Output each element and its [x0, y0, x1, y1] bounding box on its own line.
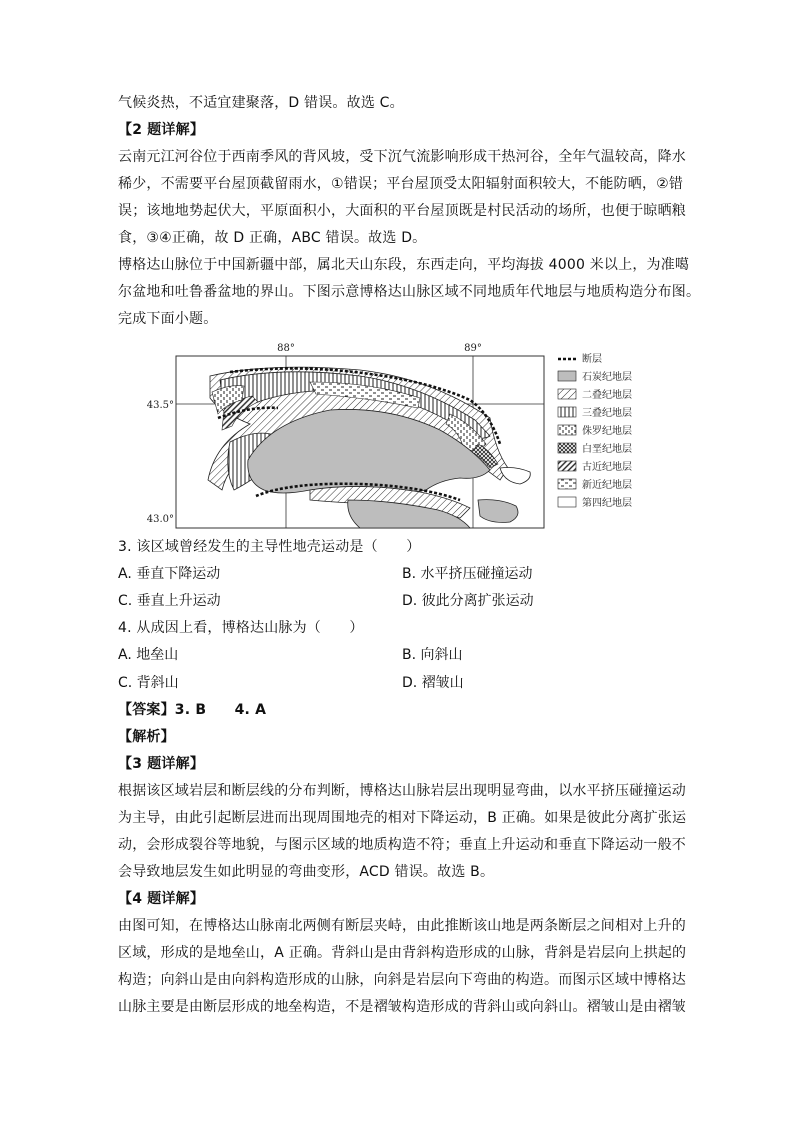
- text-line: 博格达山脉位于中国新疆中部，属北天山东段，东西走向，平均海拔 4000 米以上，为准噶: [118, 257, 690, 273]
- question-4-option-a: A. 地垒山: [118, 647, 179, 663]
- question-3-option-a: A. 垂直下降运动: [118, 566, 221, 582]
- legend-label: 第四纪地层: [582, 498, 632, 509]
- question-4-stem: 4. 从成因上看，博格达山脉为（ ）: [118, 620, 364, 636]
- map-legend: [558, 352, 632, 509]
- text-line: 根据该区域岩层和断层线的分布判断，博格达山脉岩层出现明显弯曲，以水平挤压碰撞运动: [118, 783, 686, 799]
- lat-label-43-5: 43.5°: [146, 400, 174, 411]
- text-line: 区域，形成的是地垒山，A 正确。背斜山是由背斜构造形成的山脉，背斜是岩层向上拱起的: [118, 945, 687, 961]
- geological-map-figure: [146, 340, 660, 535]
- question-3-option-d: D. 彼此分离扩张运动: [402, 593, 534, 609]
- legend-label: 断层: [582, 354, 602, 365]
- question-4-option-c: C. 背斜山: [118, 675, 179, 691]
- text-line: 构造；向斜山是由向斜构造形成的山脉，向斜是岩层向下弯曲的构造。而图示区域中博格达: [118, 972, 686, 988]
- legend-quaternary-swatch: [558, 497, 576, 507]
- text-line: 会导致地层发生如此明显的弯曲变形，ACD 错误。故选 B。: [118, 864, 495, 880]
- text-line: 误；该地地势起伏大，平原面积小，大面积的平台屋顶既是村民活动的场所，也便于晾晒粮: [118, 203, 686, 219]
- section-heading: 【解析】: [118, 729, 175, 745]
- section-heading: 【2 题详解】: [118, 122, 205, 138]
- section-heading: 【3 题详解】: [118, 756, 205, 772]
- text-line: 动，会形成裂谷等地貌，与图示区域的地质构造不符；垂直上升运动和垂直下降运动一般不: [118, 837, 686, 853]
- text-line: 云南元江河谷位于西南季风的背风坡，受下沉气流影响形成干热河谷，全年气温较高，降水: [118, 149, 686, 165]
- legend-triassic-swatch: [558, 407, 576, 417]
- text-line: 完成下面小题。: [118, 311, 218, 327]
- legend-label: 石炭纪地层: [582, 372, 632, 383]
- answer-line: 【答案】3. B 4. A: [118, 702, 267, 718]
- lat-label-43-0: 43.0°: [146, 514, 174, 525]
- legend-paleogene-swatch: [558, 461, 576, 471]
- text-line: 由图可知，在博格达山脉南北两侧有断层夹峙，由此推断该山地是两条断层之间相对上升的: [118, 918, 686, 934]
- question-3-stem: 3. 该区域曾经发生的主导性地壳运动是（ ）: [118, 539, 421, 555]
- text-line: 尔盆地和吐鲁番盆地的界山。下图示意博格达山脉区域不同地质年代地层与地质构造分布图。: [118, 284, 701, 300]
- text-line: 稀少，不需要平台屋顶截留雨水，①错误；平台屋顶受太阳辐射面积较大，不能防晒，②错: [118, 176, 684, 192]
- legend-label: 古近纪地层: [582, 462, 632, 473]
- section-heading: 【4 题详解】: [118, 891, 205, 907]
- legend-cretaceous-swatch: [558, 443, 576, 453]
- text-line: 食，③④正确，故 D 正确，ABC 错误。故选 D。: [118, 230, 427, 246]
- text-line: 气候炎热，不适宜建聚落，D 错误。故选 C。: [118, 95, 404, 111]
- question-4-option-d: D. 褶皱山: [402, 675, 464, 691]
- question-3-option-b: B. 水平挤压碰撞运动: [402, 566, 533, 582]
- legend-carboniferous-swatch: [558, 371, 576, 381]
- legend-label: 三叠纪地层: [582, 408, 632, 419]
- legend-permian-swatch: [558, 389, 576, 399]
- legend-label: 侏罗纪地层: [582, 426, 632, 437]
- question-4-option-b: B. 向斜山: [402, 647, 463, 663]
- lon-label-88: 88°: [277, 343, 295, 354]
- text-line: 为主导，由此引起断层进而出现周围地壳的相对下降运动，B 正确。如果是彼此分离扩张运: [118, 810, 687, 826]
- legend-label: 二叠纪地层: [582, 390, 632, 401]
- legend-neogene-swatch: [558, 479, 576, 489]
- lon-label-89: 89°: [464, 343, 482, 354]
- legend-label: 新近纪地层: [582, 480, 632, 491]
- legend-label: 白垩纪地层: [582, 444, 632, 455]
- text-line: 山脉主要是由断层形成的地垒构造，不是褶皱构造形成的背斜山或向斜山。褶皱山是由褶皱: [118, 999, 686, 1015]
- question-3-option-c: C. 垂直上升运动: [118, 593, 221, 609]
- legend-jurassic-swatch: [558, 425, 576, 435]
